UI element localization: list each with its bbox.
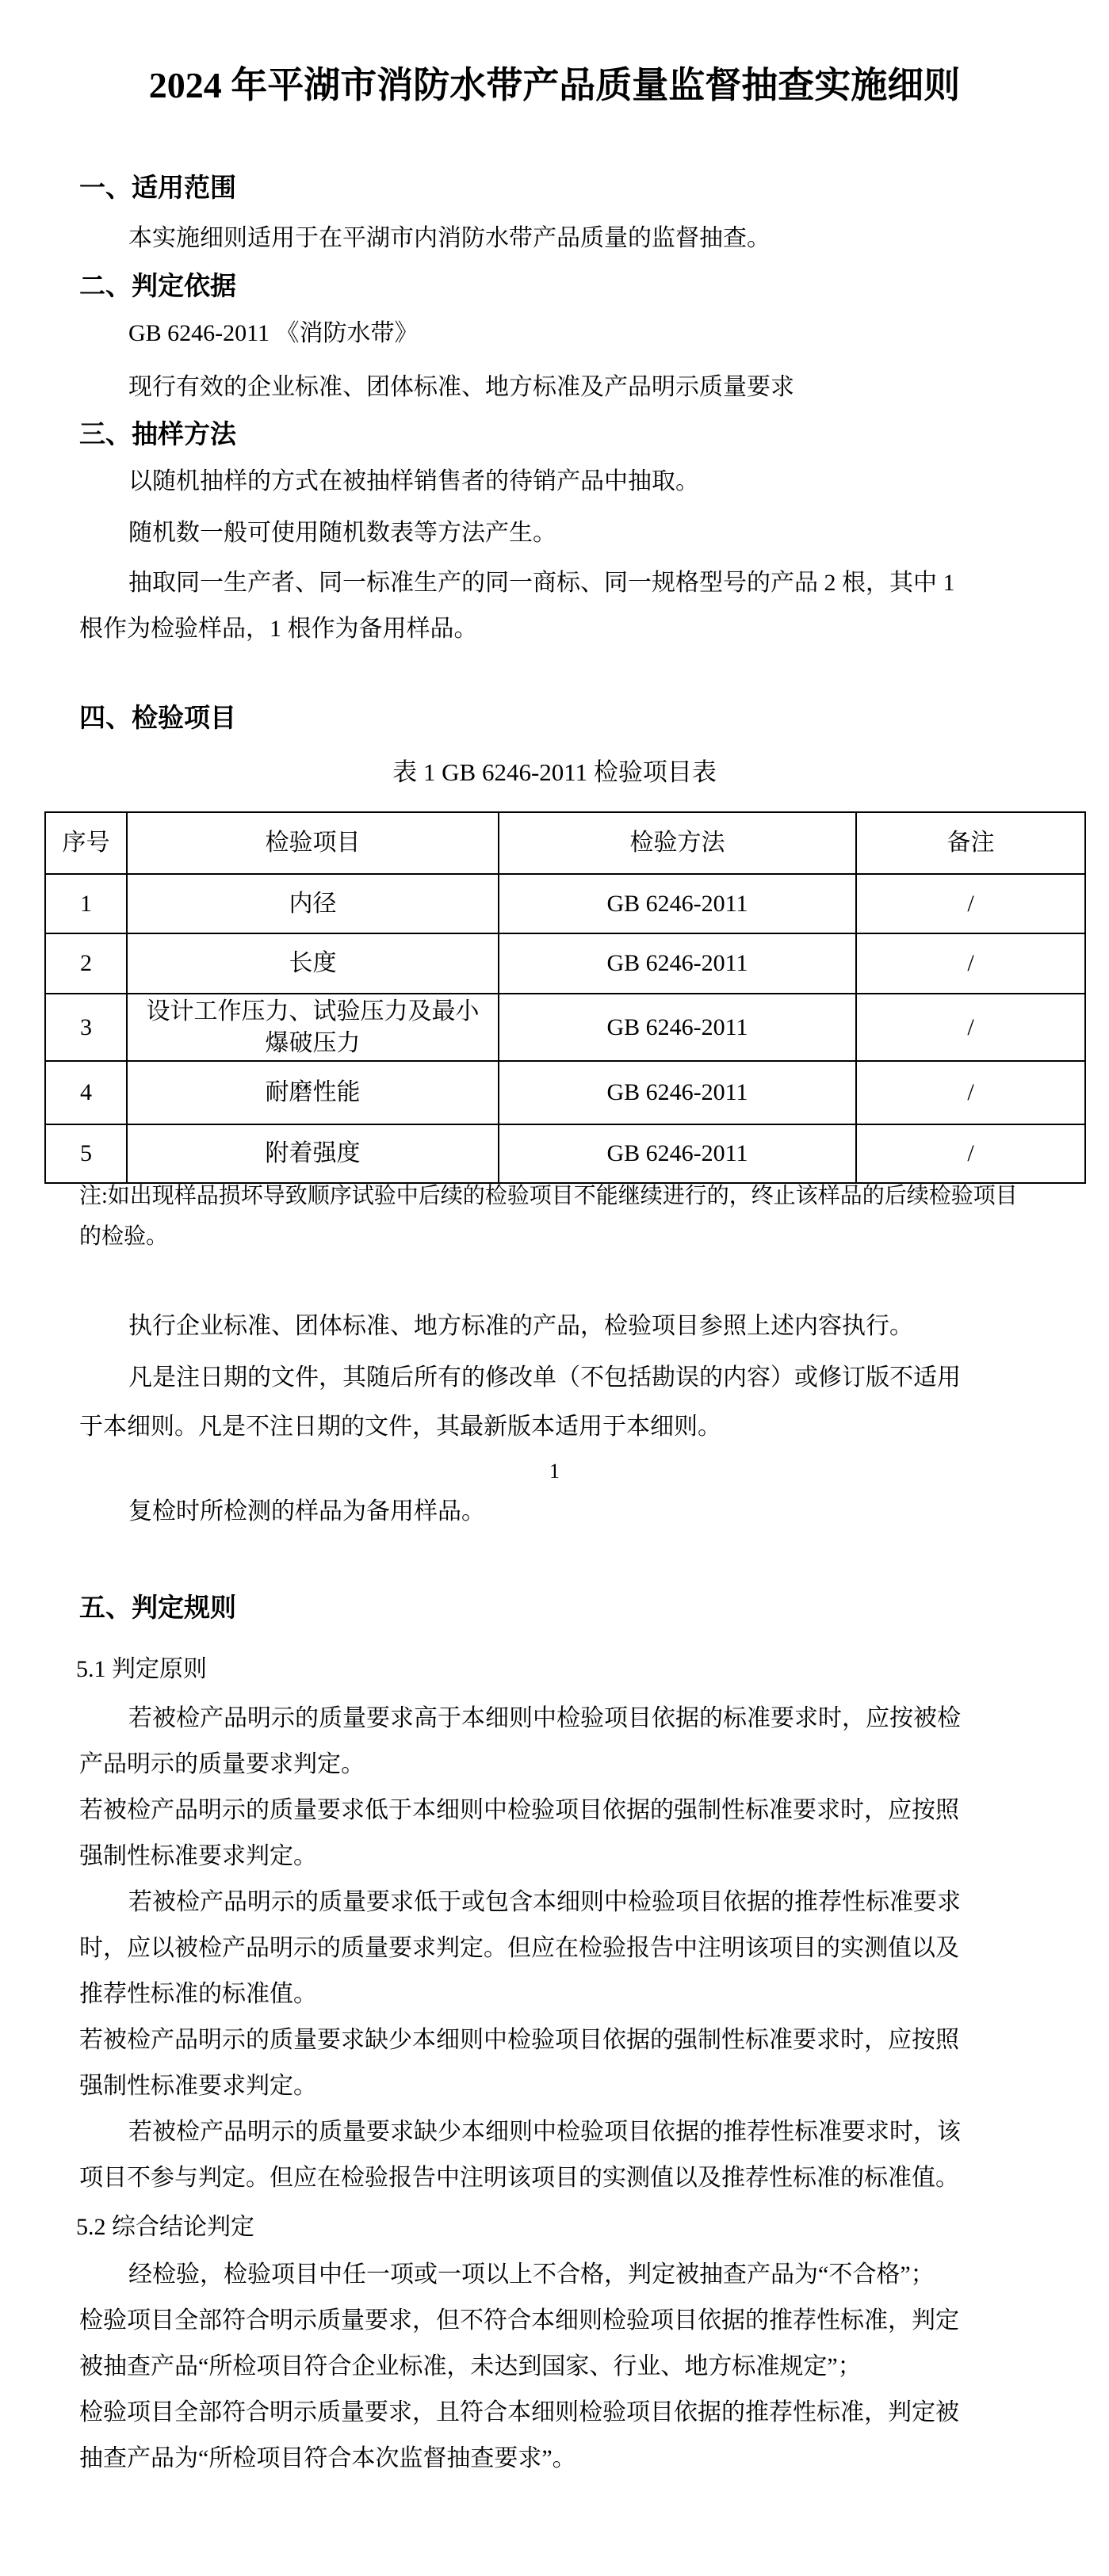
table-row — [45, 1061, 1085, 1124]
table-header-cell: 检验方法 — [499, 812, 856, 874]
table-cell: / — [856, 874, 1085, 933]
table-cell: GB 6246-2011 — [499, 994, 856, 1061]
table-cell: 2 — [45, 933, 127, 994]
paragraph-line: 若被检产品明示的质量要求缺少本细则中检验项目依据的推荐性标准要求时，该 — [128, 2119, 961, 2145]
page-number: 1 — [549, 1460, 560, 1483]
table-cell: 附着强度 — [127, 1124, 499, 1183]
table-cell: 长度 — [127, 933, 499, 994]
section-heading-scope: 一、适用范围 — [79, 174, 236, 203]
paragraph-line: 凡是注日期的文件，其随后所有的修改单（不包括勘误的内容）或修订版不适用 — [128, 1364, 961, 1391]
paragraph-line: 于本细则。凡是不注日期的文件，其最新版本适用于本细则。 — [79, 1414, 721, 1440]
table-row — [45, 933, 1085, 994]
table-header-row — [45, 812, 1085, 874]
document-title: 2024 年平湖市消防水带产品质量监督抽查实施细则 — [148, 65, 961, 105]
table-cell: GB 6246-2011 — [499, 874, 856, 933]
paragraph-line: 强制性标准要求判定。 — [79, 1843, 317, 1869]
table-row — [45, 994, 1085, 1061]
paragraph-line: 检验项目全部符合明示质量要求，但不符合本细则检验项目依据的推荐性标准，判定 — [79, 2307, 959, 2334]
table-cell: 耐磨性能 — [127, 1061, 499, 1124]
paragraph-line: 产品明示的质量要求判定。 — [79, 1751, 365, 1777]
table-cell: 1 — [45, 874, 127, 933]
table-row — [45, 1124, 1085, 1183]
table-cell: 3 — [45, 994, 127, 1061]
table-cell: / — [856, 1061, 1085, 1124]
table-cell: / — [856, 1124, 1085, 1183]
paragraph-line: 抽查产品为“所检项目符合本次监督抽查要求”。 — [79, 2445, 576, 2471]
table-cell: GB 6246-2011 — [499, 933, 856, 994]
paragraph-line: 项目不参与判定。但应在检验报告中注明该项目的实测值以及推荐性标准的标准值。 — [79, 2165, 959, 2191]
table-header-cell: 序号 — [45, 812, 127, 874]
paragraph-line: 随机数一般可使用随机数表等方法产生。 — [128, 520, 556, 546]
paragraph-line: 以随机抽样的方式在被抽样销售者的待销产品中抽取。 — [128, 468, 699, 494]
table-cell: 内径 — [127, 874, 499, 933]
paragraph-line: 现行有效的企业标准、团体标准、地方标准及产品明示质量要求 — [128, 374, 794, 400]
paragraph-line: 被抽查产品“所检项目符合企业标准，未达到国家、行业、地方标准规定”； — [79, 2353, 862, 2379]
table-cell: 4 — [45, 1061, 127, 1124]
table-cell: GB 6246-2011 — [499, 1061, 856, 1124]
paragraph-line: GB 6246-2011 《消防水带》 — [128, 320, 419, 346]
paragraph-line: 若被检产品明示的质量要求低于或包含本细则中检验项目依据的推荐性标准要求 — [128, 1889, 961, 1915]
paragraph-line: 若被检产品明示的质量要求低于本细则中检验项目依据的强制性标准要求时，应按照 — [79, 1797, 959, 1823]
paragraph-line: 复检时所检测的样品为备用样品。 — [128, 1498, 485, 1525]
paragraph-line: 若被检产品明示的质量要求高于本细则中检验项目依据的标准要求时，应按被检 — [128, 1705, 961, 1731]
subsection-heading-5-2: 5.2 综合结论判定 — [76, 2214, 254, 2240]
table-caption: 表 1 GB 6246-2011 检验项目表 — [392, 758, 717, 786]
table-cell: / — [856, 994, 1085, 1061]
inspection-items-table — [44, 811, 1086, 1184]
paragraph-line: 抽取同一生产者、同一标准生产的同一商标、同一规格型号的产品 2 根，其中 1 — [128, 570, 955, 596]
table-cell: 设计工作压力、试验压力及最小爆破压力 — [127, 994, 499, 1061]
table-row — [45, 874, 1085, 933]
table-header-cell: 备注 — [856, 812, 1085, 874]
paragraph-line: 若被检产品明示的质量要求缺少本细则中检验项目依据的强制性标准要求时，应按照 — [79, 2027, 959, 2053]
paragraph-line: 根作为检验样品，1 根作为备用样品。 — [79, 616, 478, 642]
paragraph-line: 检验项目全部符合明示质量要求，且符合本细则检验项目依据的推荐性标准，判定被 — [79, 2399, 959, 2425]
table-header-cell: 检验项目 — [127, 812, 499, 874]
table-note-line: 的检验。 — [79, 1224, 169, 1249]
paragraph-line: 经检验，检验项目中任一项或一项以上不合格，判定被抽查产品为“不合格”； — [128, 2261, 935, 2288]
table-cell: GB 6246-2011 — [499, 1124, 856, 1183]
paragraph-line: 推荐性标准的标准值。 — [79, 1981, 317, 2007]
paragraph-line: 时，应以被检产品明示的质量要求判定。但应在检验报告中注明该项目的实测值以及 — [79, 1935, 959, 1961]
table-cell: 5 — [45, 1124, 127, 1183]
section-heading-sampling: 三、抽样方法 — [79, 421, 236, 449]
paragraph-line: 本实施细则适用于在平湖市内消防水带产品质量的监督抽查。 — [128, 225, 771, 251]
paragraph-line: 强制性标准要求判定。 — [79, 2073, 317, 2099]
table-note-line: 注:如出现样品损坏导致顺序试验中后续的检验项目不能继续进行的，终止该样品的后续检验项目 — [79, 1184, 1018, 1208]
section-heading-rules: 五、判定规则 — [79, 1594, 236, 1623]
subsection-heading-5-1: 5.1 判定原则 — [76, 1656, 207, 1682]
section-heading-items: 四、检验项目 — [79, 704, 236, 733]
table-cell: / — [856, 933, 1085, 994]
paragraph-line: 执行企业标准、团体标准、地方标准的产品，检验项目参照上述内容执行。 — [128, 1313, 913, 1339]
section-heading-basis: 二、判定依据 — [79, 273, 236, 301]
